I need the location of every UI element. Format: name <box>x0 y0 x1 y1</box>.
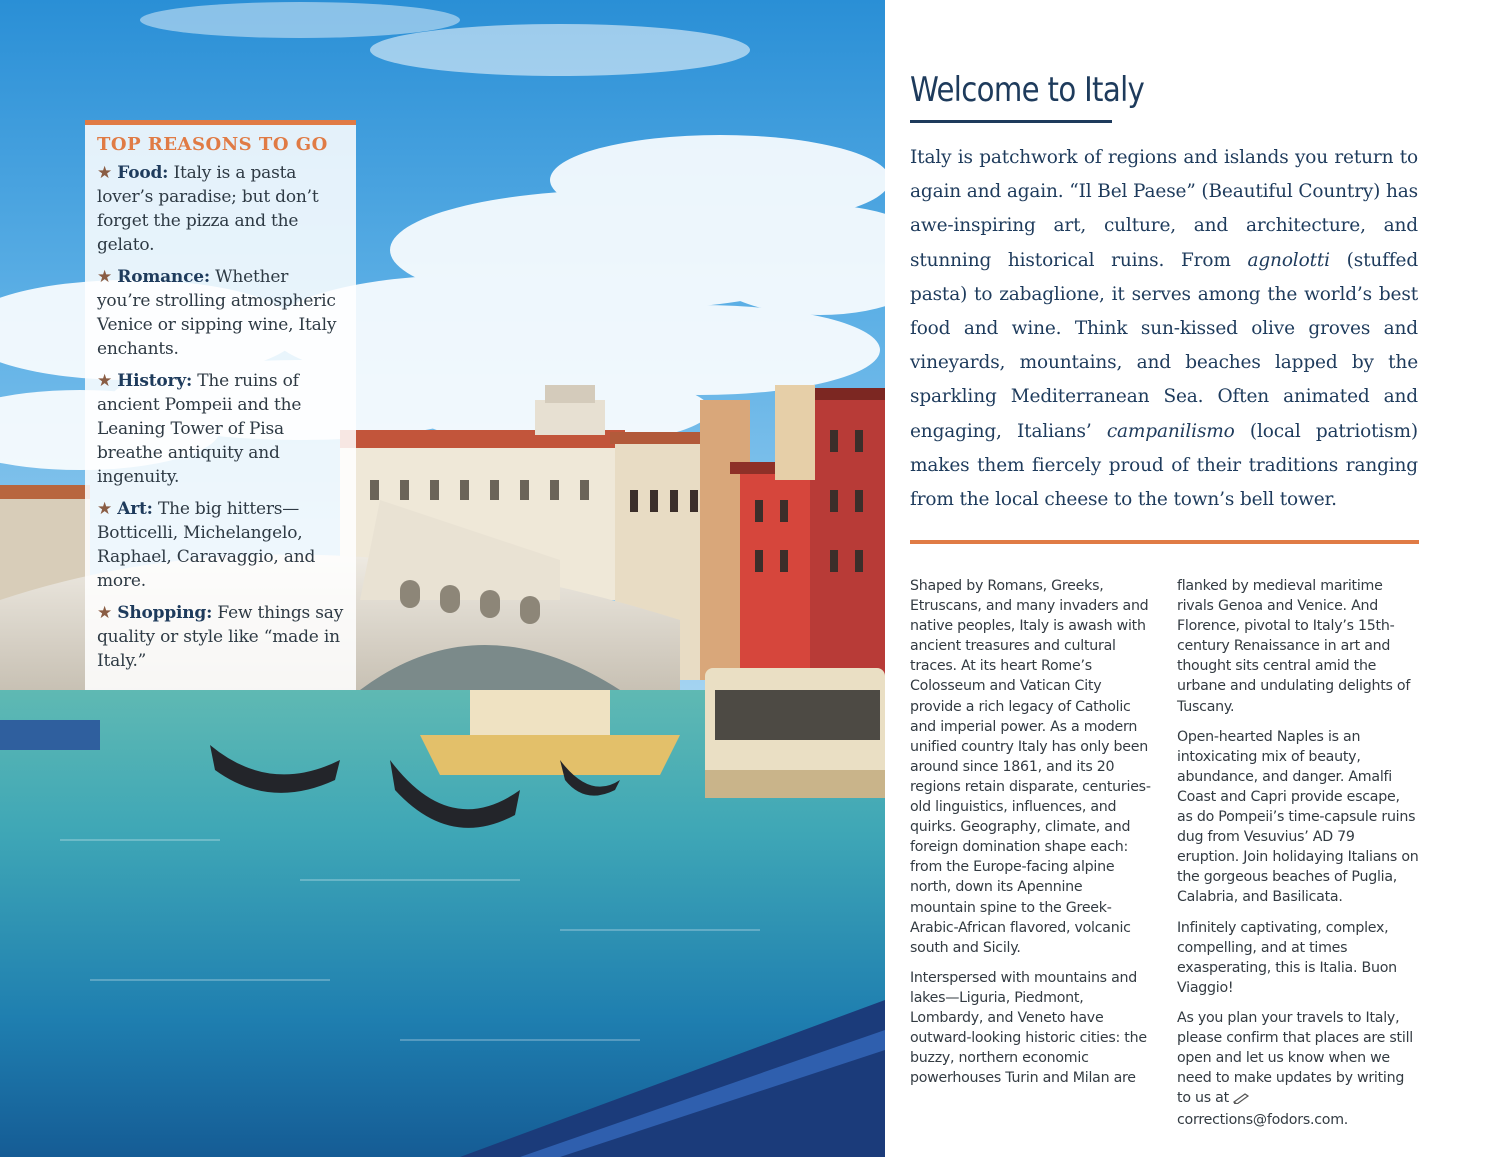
reason-art <box>97 497 344 593</box>
intro-text: (local patriotism) makes them fiercely proud of their traditions ranging from the local cheese to the town’s bell tower. <box>910 420 1418 511</box>
reason-history <box>97 369 344 489</box>
intro-italic-term: campanilismo <box>1106 420 1235 442</box>
body-column-left <box>910 576 1152 1098</box>
body-column-right <box>1177 576 1419 1140</box>
top-reasons-box <box>85 120 356 690</box>
pencil-icon <box>1233 1090 1251 1110</box>
intro-italic-term: agnolotti <box>1247 249 1330 271</box>
reason-food <box>97 161 344 257</box>
closing-text: As you plan your travels to Italy, please confirm that places are still open and let us know when we need to make updates by writing to us at <box>1177 1009 1413 1107</box>
star-icon: ★ <box>97 371 113 391</box>
body-paragraph: Shaped by Romans, Greeks, Etruscans, and many invaders and native peoples, Italy is awash with ancient treasures and cultural traces. At its heart Rome’s Colosseum and Vatican City provide a rich legacy of Catholic and imperial power. As a modern unified country Italy has only been around since 1861, and its 20 regions retain disparate, centuries-old linguistics, influences, and quirks. Geography, climate, and foreign domination shape each: from the Europe-facing alpine north, down its Apennine mountain spine to the Greek-Arabic-African flavored, volcanic south and Sicily. <box>910 578 1151 956</box>
reason-text: The ruins of ancient Pompeii and the Leaning Tower of Pisa breathe antiquity and ingenuity. <box>97 371 302 487</box>
intro-text: (stuffed pasta) to zabaglione, it serves among the world’s best food and wine. Think sun-kissed olive groves and vineyards, mountains, and beaches lapped by the sparkling Mediterranean Sea. Often animated and engaging, Italians’ <box>910 249 1419 442</box>
body-paragraph: flanked by medieval maritime rivals Genoa and Venice. And Florence, pivotal to Italy’s 15th-century Renaissance in art and thought sits central amid the urbane and undulating delights of Tuscany. <box>1177 578 1411 715</box>
intro-paragraph <box>910 141 1418 517</box>
page-title: Welcome to Italy <box>910 70 1145 110</box>
body-paragraph: Interspersed with mountains and lakes—Liguria, Piedmont, Lombardy, and Veneto have outward-looking historic cities: the buzzy, northern economic powerhouses Turin and Milan are <box>910 969 1147 1087</box>
star-icon: ★ <box>97 163 113 183</box>
star-icon: ★ <box>97 499 113 519</box>
reason-text: Few things say quality or style like “made in Italy.” <box>97 603 344 671</box>
section-divider <box>910 540 1419 544</box>
reason-key: Art: <box>117 499 153 519</box>
reason-text: The big hitters—Botticelli, Michelangelo, Raphael, Caravaggio, and more. <box>97 499 316 591</box>
body-paragraph: Infinitely captivating, complex, compelling, and at times exasperating, this is Italia. Buon Viaggio! <box>1177 919 1397 996</box>
reason-shopping <box>97 601 344 673</box>
star-icon: ★ <box>97 603 113 623</box>
intro-text: Italy is patchwork of regions and islands you return to again and again. “Il Bel Paese” (Beautiful Country) has awe-inspiring art, culture, and architecture, and stunning historical ruins. From <box>910 147 1418 271</box>
reason-key: History: <box>117 371 193 391</box>
reason-romance <box>97 265 344 361</box>
reason-key: Food: <box>117 163 169 183</box>
reason-text: Whether you’re strolling atmospheric Venice or sipping wine, Italy enchants. <box>97 267 337 359</box>
reason-text: Italy is a pasta lover’s paradise; but don’t forget the pizza and the gelato. <box>97 163 319 255</box>
top-reasons-title: TOP REASONS TO GO <box>97 134 328 155</box>
corrections-email-link[interactable]: corrections@fodors.com. <box>1177 1112 1349 1129</box>
body-paragraph: Open-hearted Naples is an intoxicating mix of beauty, abundance, and danger. Amalfi Coast and Capri provide escape, as do Pompeii’s time-capsule ruins dug from Vesuvius’ AD 79 eruption. Join holidaying Italians on the gorgeous beaches of Puglia, Calabria, and Basilicata. <box>1177 728 1419 906</box>
closing-paragraph <box>1177 1008 1419 1131</box>
star-icon: ★ <box>97 267 113 287</box>
reason-key: Romance: <box>117 267 210 287</box>
reason-key: Shopping: <box>117 603 213 623</box>
title-underline <box>910 120 1112 123</box>
